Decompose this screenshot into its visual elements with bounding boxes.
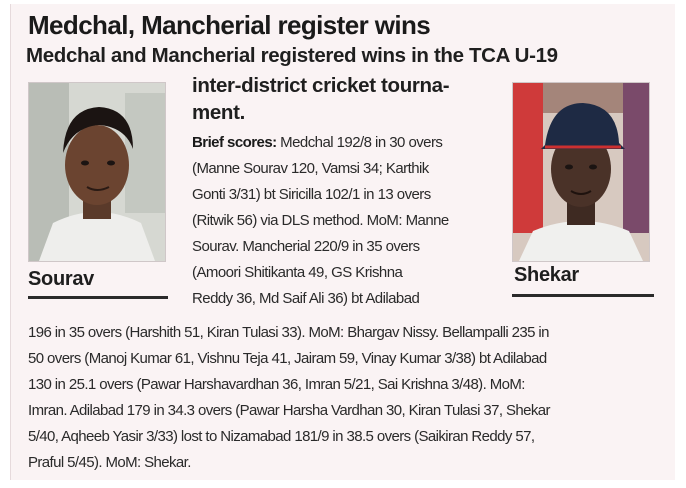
headline: Medchal, Mancherial register wins <box>28 10 431 40</box>
deck-line-2: inter-district cricket tourna- <box>192 74 450 97</box>
scores-line: 5/40, Aqheeb Yasir 3/33) lost to Nizamabad 181/9 in 38.5 overs (Saikiran Reddy 57, <box>28 428 535 445</box>
shekar-photo <box>512 82 650 262</box>
player-portrait-icon <box>29 83 165 261</box>
sourav-photo <box>28 82 166 262</box>
scores-line: 50 overs (Manoj Kumar 61, Vishnu Teja 41, Jairam 59, Vinay Kumar 3/38) bt Adilabad <box>28 350 547 367</box>
right-caption-rule <box>512 294 654 297</box>
brief-scores-label: Brief scores: <box>192 134 277 151</box>
scores-line: Sourav. Mancherial 220/9 in 35 overs <box>192 238 420 255</box>
left-caption-rule <box>28 296 168 299</box>
scores-line: Gonti 3/31) bt Siricilla 102/1 in 13 overs <box>192 186 431 203</box>
scores-line: (Ritwik 56) via DLS method. MoM: Manne <box>192 212 449 229</box>
deck-line-1: Medchal and Mancherial registered wins in the TCA U-19 <box>26 44 558 67</box>
scores-line: 196 in 35 overs (Harshith 51, Kiran Tulasi 33). MoM: Bhargav Nissy. Bellampalli 235 in <box>28 324 549 341</box>
scores-line-text: Medchal 192/8 in 30 overs <box>276 134 443 151</box>
deck-line-3: ment. <box>192 101 245 124</box>
scores-line <box>192 134 442 151</box>
player-portrait-icon <box>513 83 649 261</box>
right-photo-caption: Shekar <box>514 264 579 286</box>
left-photo-caption: Sourav <box>28 268 95 290</box>
scores-line: Reddy 36, Md Saif Ali 36) bt Adilabad <box>192 290 420 307</box>
scores-line: Praful 5/45). MoM: Shekar. <box>28 454 191 471</box>
scores-line: Imran. Adilabad 179 in 34.3 overs (Pawar Harsha Vardhan 30, Kiran Tulasi 37, Shekar <box>28 402 550 419</box>
scores-line: (Manne Sourav 120, Vamsi 34; Karthik <box>192 160 429 177</box>
scores-line: (Amoori Shitikanta 49, GS Krishna <box>192 264 403 281</box>
scores-line: 130 in 25.1 overs (Pawar Harshavardhan 36, Imran 5/21, Sai Krishna 3/48). MoM: <box>28 376 525 393</box>
